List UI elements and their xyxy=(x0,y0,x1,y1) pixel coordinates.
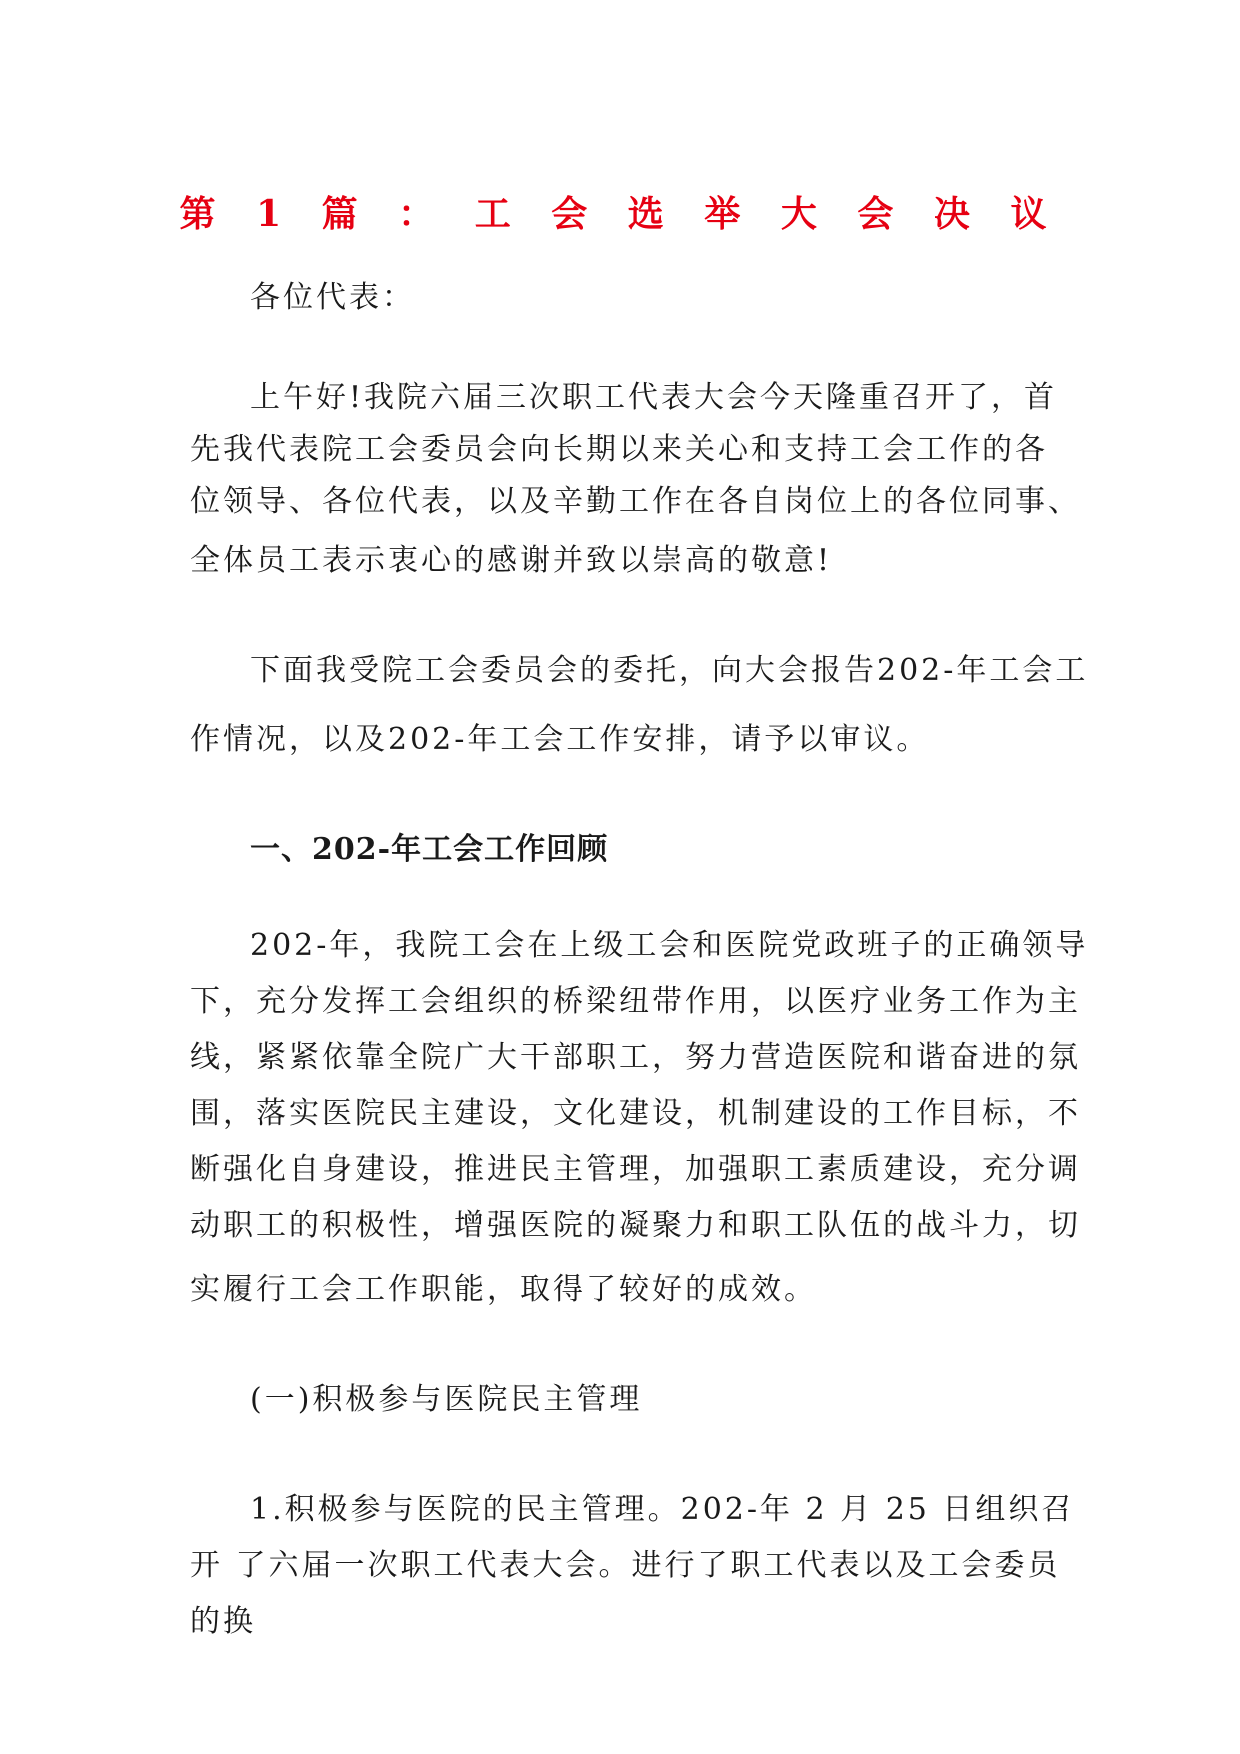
paragraph-line: 动职工的积极性，增强医院的凝聚力和职工队伍的战斗力，切 xyxy=(190,1208,1081,1243)
salutation: 各位代表： xyxy=(250,280,415,315)
paragraph-line: 位领导、各位代表，以及辛勤工作在各自岗位上的各位同事、 xyxy=(190,484,1081,519)
document-title: 第 1 篇 ： 工 会 选 举 大 会 决 议 xyxy=(179,193,1061,235)
paragraph-line: 开 了六届一次职工代表大会。进行了职工代表以及工会委员 xyxy=(190,1548,1061,1583)
paragraph-line: 全体员工表示衷心的感谢并致以崇高的敬意! xyxy=(190,543,833,578)
paragraph-line: 下，充分发挥工会组织的桥梁纽带作用，以医疗业务工作为主 xyxy=(190,984,1081,1019)
subsection-heading: (一)积极参与医院民主管理 xyxy=(250,1382,643,1417)
paragraph-line: 1.积极参与医院的民主管理。202-年 2 月 25 日组织召 xyxy=(250,1492,1075,1527)
section-heading: 一、202-年工会工作回顾 xyxy=(250,832,609,867)
paragraph-line: 先我代表院工会委员会向长期以来关心和支持工会工作的各 xyxy=(190,432,1048,467)
paragraph-line: 作情况，以及202-年工会工作安排，请予以审议。 xyxy=(190,722,930,757)
paragraph-line: 围，落实医院民主建设，文化建设，机制建设的工作目标，不 xyxy=(190,1096,1081,1131)
paragraph-line: 线，紧紧依靠全院广大干部职工，努力营造医院和谐奋进的氛 xyxy=(190,1040,1081,1075)
paragraph-line: 上午好!我院六届三次职工代表大会今天隆重召开了，首 xyxy=(250,380,1058,415)
paragraph-line: 断强化自身建设，推进民主管理，加强职工素质建设，充分调 xyxy=(190,1152,1081,1187)
paragraph-line: 下面我受院工会委员会的委托，向大会报告202-年工会工 xyxy=(250,653,1089,688)
paragraph-line: 实履行工会工作职能，取得了较好的成效。 xyxy=(190,1272,817,1307)
paragraph-line: 的换 xyxy=(190,1604,256,1639)
paragraph-line: 202-年，我院工会在上级工会和医院党政班子的正确领导 xyxy=(250,928,1089,963)
